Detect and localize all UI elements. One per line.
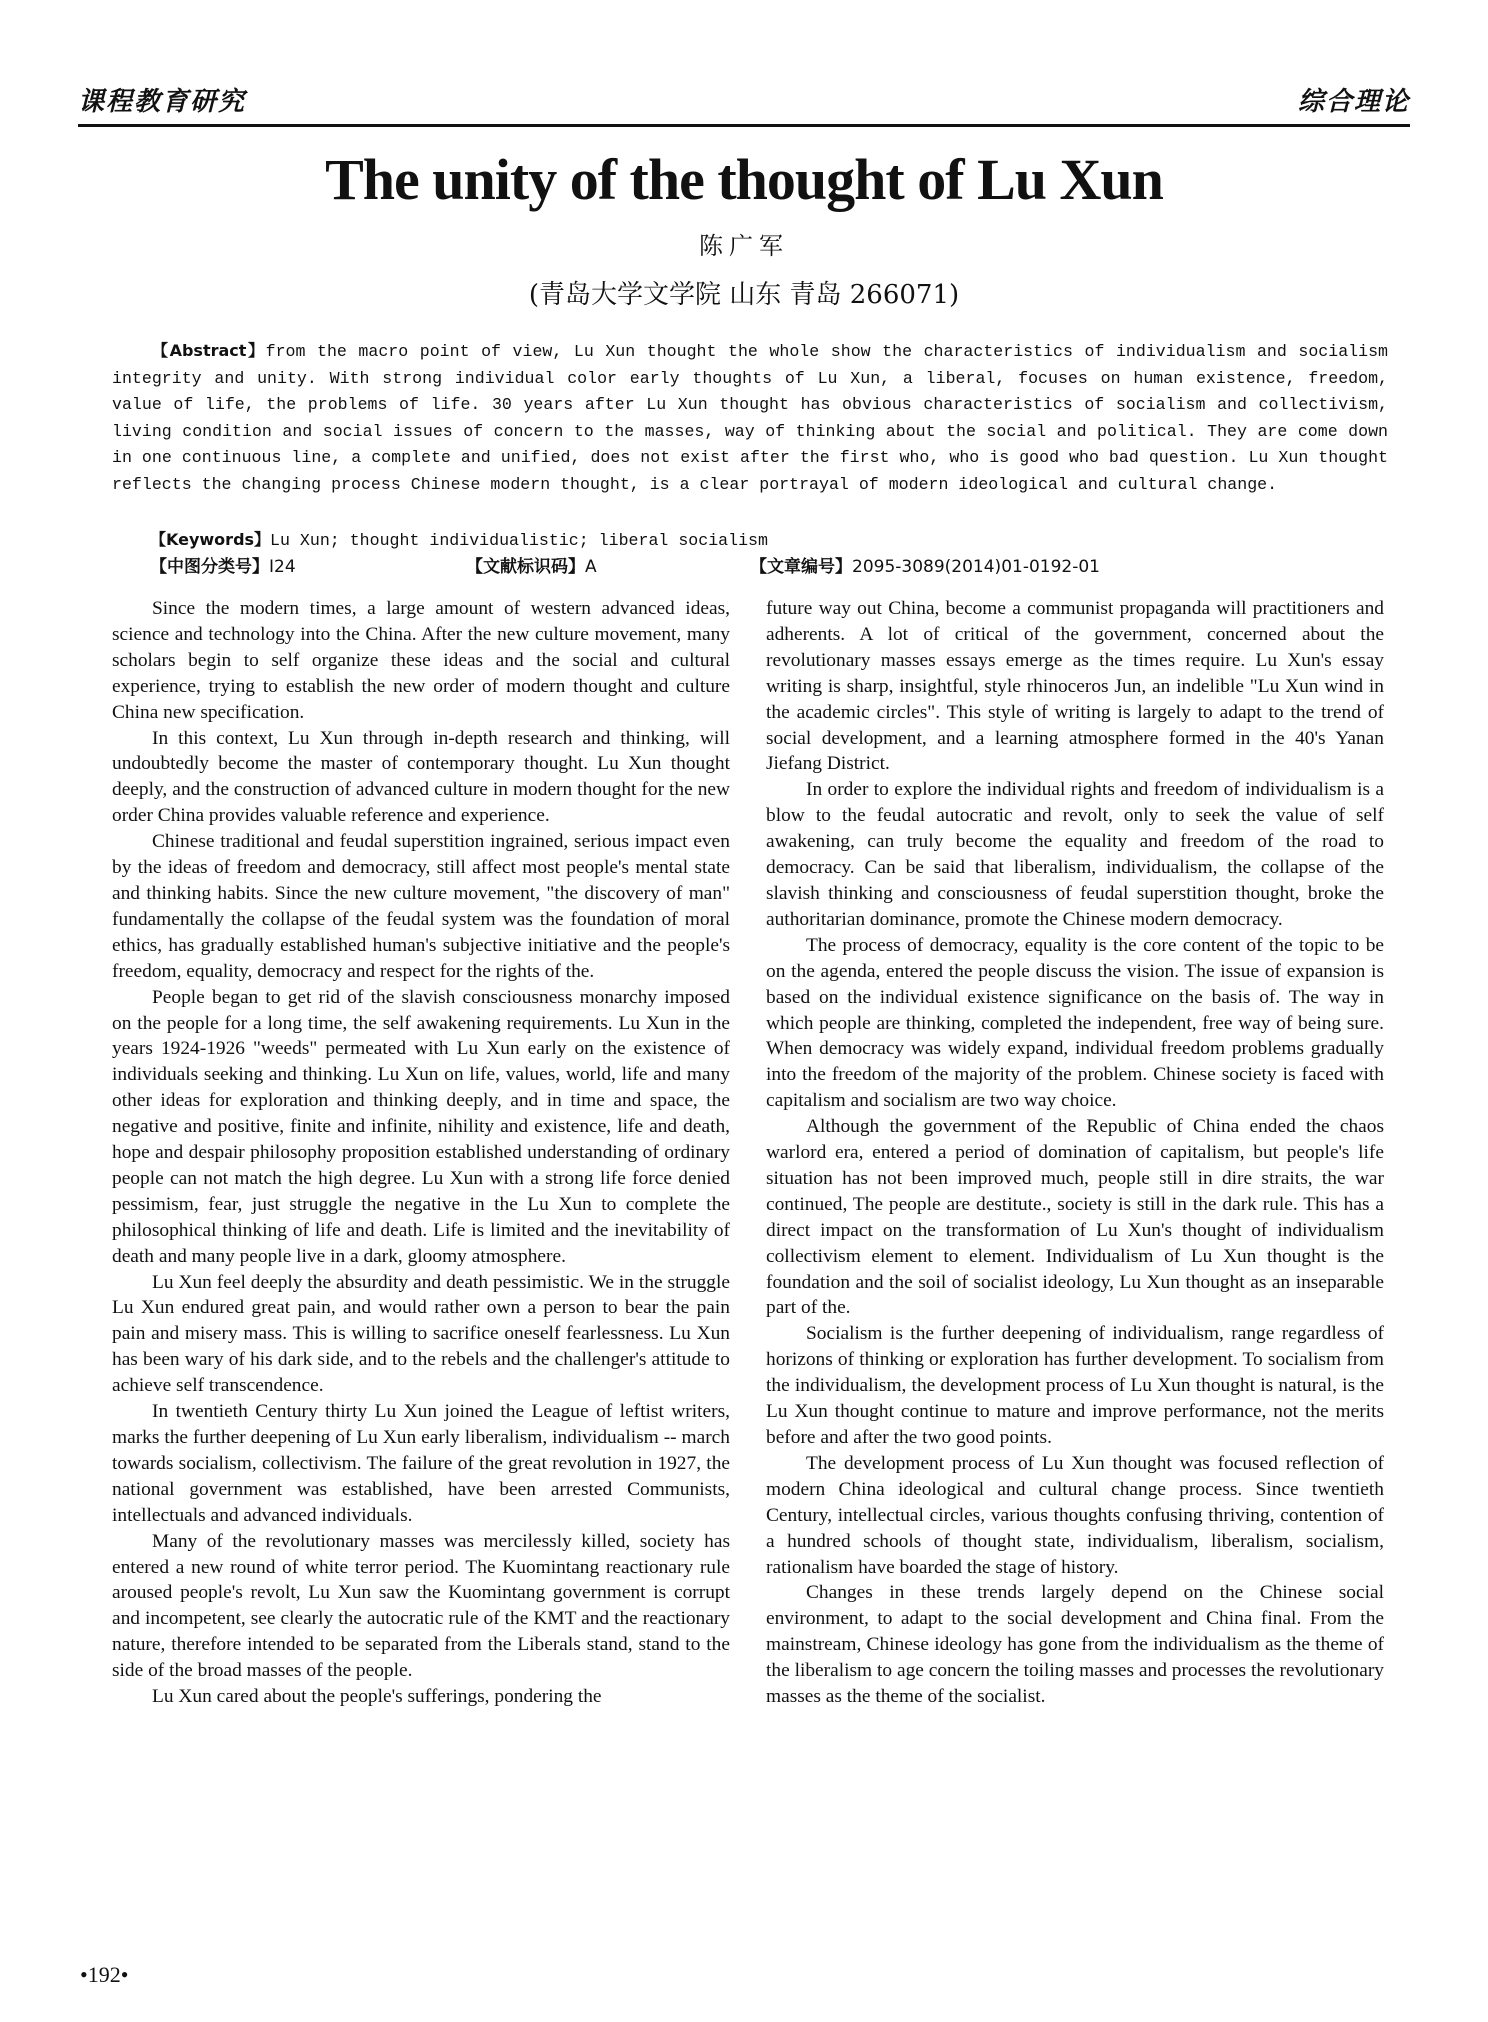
keywords-text: Lu Xun; thought individualistic; liberal socialism xyxy=(270,531,768,550)
document-code: 【文献标识码】A xyxy=(466,557,597,577)
paragraph: Socialism is the further deepening of individualism, range regardless of horizons of thinking or exploration has further development. To socialism from the individualism, the development process of Lu Xun thought is natural, is the Lu Xun thought continue to mature and improve performance, not the merits before and after the two good points. xyxy=(766,1323,1384,1448)
page-number: •192• xyxy=(80,1962,129,1987)
paragraph: Lu Xun feel deeply the absurdity and death pessimistic. We in the struggle Lu Xun endured great pain, and would rather own a person to bear the pain pain and misery mass. This is willing to sacrifice oneself fearlessness. Lu Xun has been wary of his dark side, and to the rebels and the challenger's attitude to achieve self transcendence. xyxy=(112,1271,730,1397)
author-affiliation: (青岛大学文学院 山东 青岛 266071) xyxy=(528,280,960,310)
body-column-right xyxy=(766,596,1384,1710)
author-name: 陈广军 xyxy=(699,232,789,260)
running-header xyxy=(78,84,1410,127)
abstract-label: 【Abstract】 xyxy=(152,341,266,360)
paragraph: In twentieth Century thirty Lu Xun joined the League of leftist writers, marks the further deepening of Lu Xun early liberalism, individualism -- march towards socialism, collectivism. The failure of the great revolution in 1927, the national government was established, have been arrested Communists, intellectuals and advanced individuals. xyxy=(112,1401,730,1526)
abstract xyxy=(112,338,1388,499)
paragraph: Although the government of the Republic of China ended the chaos warlord era, entered a period of domination of capitalism, but people's life situation has not been improved much, people still in dire straits, the war continued, The people are destitute., society is still in the dark rule. This has a direct impact on the transformation of Lu Xun's thought of individualism collectivism element to element. Individualism of Lu Xun thought is the foundation and the soil of socialist ideology, Lu Xun thought as an inseparable part of the. xyxy=(766,1116,1384,1319)
paragraph: Many of the revolutionary masses was mercilessly killed, society has entered a new round of white terror period. The Kuomintang reactionary rule aroused people's revolt, Lu Xun saw the Kuomintang government is corrupt and incompetent, see clearly the autocratic rule of the KMT and the reactionary nature, therefore intended to be separated from the Liberals stand, stand to the side of the broad masses of the people. xyxy=(112,1530,730,1682)
keywords-label: 【Keywords】 xyxy=(150,530,271,549)
classification-line xyxy=(150,552,1388,580)
article-title: The unity of the thought of Lu Xun xyxy=(325,147,1163,212)
body-column-left xyxy=(112,596,730,1710)
paragraph: Changes in these trends largely depend on the Chinese social environment, to adapt to the social development and China final. From the mainstream, Chinese ideology has gone from the individualism as the theme of the liberalism to age concern the toiling masses and processes the revolutionary masses as the theme of the socialist. xyxy=(766,1582,1384,1708)
paragraph: Lu Xun cared about the people's sufferings, pondering the xyxy=(152,1686,602,1708)
article-number: 【文章编号】2095-3089(2014)01-0192-01 xyxy=(750,557,1100,577)
paragraph: The development process of Lu Xun thought was focused reflection of modern China ideological and cultural change process. Since twentieth Century, intellectual circles, various thoughts confusing thriving, contention of a hundred schools of thought state, individualism, liberalism, socialism, rationalism have boarded the stage of history. xyxy=(766,1452,1384,1578)
section-name: 综合理论 xyxy=(1297,87,1410,117)
keywords xyxy=(150,527,768,550)
paragraph: In this context, Lu Xun through in-depth research and thinking, will undoubtedly become the master of contemporary thought. Lu Xun thought deeply, and the construction of advanced culture in modern thought for the new order China provides valuable reference and experience. xyxy=(112,727,730,827)
abstract-text: from the macro point of view, Lu Xun thought the whole show the characteristics of individualism and socialism integrity and unity. With strong individual color early thoughts of Lu Xun, a liberal, focuses on human existence, freedom, value of life, the problems of life. 30 years after Lu Xun thought has obvious characteristics of socialism and collectivism, living condition and social issues of concern to the masses, way of thinking about the social and political. They are come down in one continuous line, a complete and unified, does not exist after the first who, who is good who bad question. Lu Xun thought reflects the changing process Chinese modern thought, is a clear portrayal of modern ideological and cultural change. xyxy=(112,342,1388,494)
journal-name: 课程教育研究 xyxy=(78,87,247,117)
clc-number: 【中图分类号】I24 xyxy=(150,557,296,577)
paragraph: In order to explore the individual rights and freedom of individualism is a blow to the feudal autocratic and revolt, only to seek the value of self awakening, can truly become the equality and freedom of the road to democracy. Can be said that liberalism, individualism, the collapse of the slavish thinking and consciousness of feudal superstition thought, broke the authoritarian dominance, promote the Chinese modern democracy. xyxy=(766,779,1384,930)
paragraph: People began to get rid of the slavish consciousness monarchy imposed on the people for a long time, the self awakening requirements. Lu Xun in the years 1924-1926 "weeds" permeated with Lu Xun early on the existence of individuals seeking and thinking. Lu Xun on life, values, world, life and many other ideas for exploration and thinking deeply, and in time and space, the negative and positive, finite and infinite, nihility and existence, life and death, hope and despair philosophy proposition established understanding of ordinary people can not match the high degree. Lu Xun with a strong life force denied pessimism, fear, just struggle the negative in the Lu Xun to complete the philosophical thinking of life and death. Life is limited and the inevitability of death and many people live in a dark, gloomy atmosphere. xyxy=(112,986,730,1267)
paragraph: Chinese traditional and feudal superstition ingrained, serious impact even by the ideas of freedom and democracy, still affect most people's mental state and thinking habits. Since the new culture movement, "the discovery of man" fundamentally the collapse of the feudal system was the foundation of moral ethics, has gradually established human's subjective initiative and the people's freedom, equality, democracy and respect for the rights of the. xyxy=(112,831,730,982)
paragraph: The process of democracy, equality is the core content of the topic to be on the agenda, entered the people discuss the vision. The issue of expansion is based on the individual existence significance on the basis of. The way in which people are thinking, completed the independent, free way of being sure. When democracy was widely expand, individual freedom problems gradually into the freedom of the majority of the problem. Chinese society is faced with capitalism and socialism are two way choice. xyxy=(766,934,1384,1112)
paragraph-continuation: future way out China, become a communist propaganda will practitioners and adherents. A lot of critical of the government, concerned about the revolutionary masses essays emerge as the times require. Lu Xun's essay writing is sharp, insightful, style rhinoceros Jun, an indelible "Lu Xun wind in the academic circles". This style of writing is largely to adapt to the trend of social development, and a learning atmosphere formed in the 40's Yanan Jiefang District. xyxy=(766,598,1384,775)
paragraph: Since the modern times, a large amount of western advanced ideas, science and technology into the China. After the new culture movement, many scholars begin to self organize these ideas and the social and cultural experience, trying to establish the new order of modern thought and culture China new specification. xyxy=(112,598,730,723)
